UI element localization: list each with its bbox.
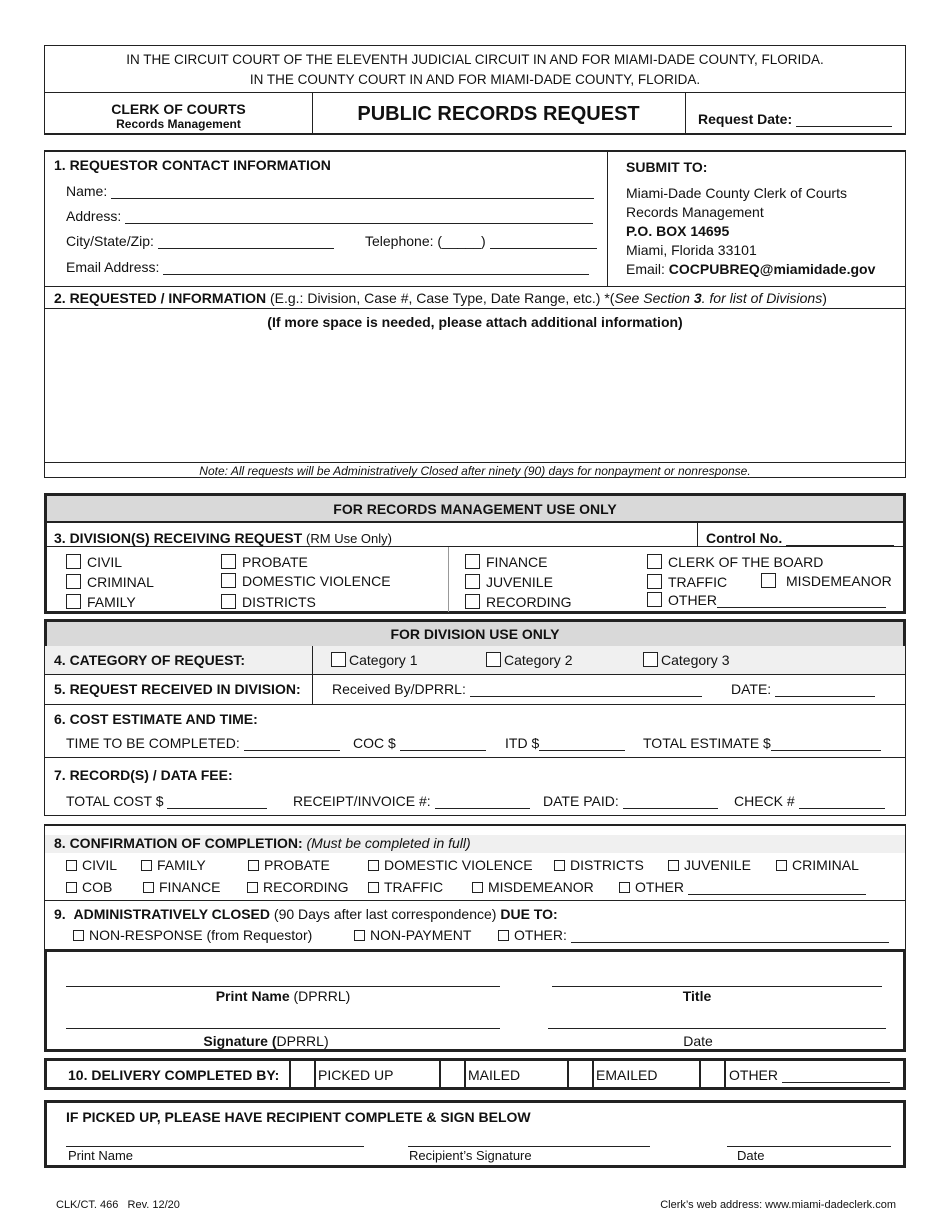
print-name-caption: Print Name (DPRRL) <box>215 988 351 1004</box>
delivery-mailed: MAILED <box>468 1067 521 1083</box>
checkbox-icon[interactable] <box>143 882 154 893</box>
submit-to-block <box>626 158 875 279</box>
date-paid-label: DATE PAID: <box>543 793 619 809</box>
request-date-field[interactable] <box>796 113 892 127</box>
section7-title: 7. RECORD(S) / DATA FEE: <box>54 767 233 783</box>
delivery-picked-up: PICKED UP <box>318 1067 394 1083</box>
division-recording[interactable]: RECORDING <box>465 594 572 610</box>
name-label: Name: <box>66 183 108 199</box>
city-state-zip-field[interactable] <box>158 235 334 249</box>
requested-information-area[interactable] <box>45 334 905 460</box>
date-paid-field[interactable] <box>623 795 718 809</box>
recipient-print-name-line[interactable] <box>66 1146 364 1147</box>
section3-subtitle: (RM Use Only) <box>306 531 392 546</box>
signature-date-line[interactable] <box>548 1028 886 1029</box>
received-by-field[interactable] <box>470 683 702 697</box>
checkbox-icon[interactable] <box>66 554 81 569</box>
confirm-domestic-violence[interactable]: DOMESTIC VIOLENCE <box>368 857 533 873</box>
more-space-note: (If more space is needed, please attach additional information) <box>267 314 683 330</box>
address-field[interactable] <box>125 210 593 224</box>
requestor-section <box>44 150 906 478</box>
clerk-of-courts-title: CLERK OF COURTS <box>111 101 246 117</box>
checkbox-icon[interactable] <box>66 574 81 589</box>
checkbox-icon[interactable] <box>66 594 81 609</box>
title-line[interactable] <box>552 986 882 987</box>
category-2[interactable]: Category 2 <box>486 652 572 668</box>
checkbox-icon[interactable] <box>668 860 679 871</box>
court-header-box <box>44 45 906 93</box>
section8-title: 8. CONFIRMATION OF COMPLETION: <box>54 835 303 851</box>
completion-section <box>44 824 906 951</box>
checkbox-icon[interactable] <box>647 554 662 569</box>
section9-title: ADMINISTRATIVELY CLOSED <box>73 906 271 922</box>
delivery-other: OTHER <box>729 1067 778 1083</box>
section10-title: 10. DELIVERY COMPLETED BY: <box>68 1067 280 1083</box>
time-to-complete-label: TIME TO BE COMPLETED: <box>66 735 240 751</box>
checkbox-icon[interactable] <box>247 882 258 893</box>
checkbox-icon[interactable] <box>221 573 236 588</box>
control-no-label: Control No. <box>706 530 783 546</box>
clerk-web-address: Clerk’s web address: www.miami-dadeclerk.com <box>660 1199 896 1211</box>
administrative-closure-note: Note: All requests will be Administratively Closed after ninety (90) days for nonpayment or nonresponse. <box>199 464 751 478</box>
submit-to-line1: Miami-Dade County Clerk of Courts <box>626 185 847 201</box>
confirm-misdemeanor[interactable]: MISDEMEANOR <box>472 879 594 895</box>
division-family[interactable]: FAMILY <box>66 594 136 610</box>
checkbox-icon[interactable] <box>221 554 236 569</box>
delivery-emailed: EMAILED <box>596 1067 658 1083</box>
section6-title: 6. COST ESTIMATE AND TIME: <box>54 711 258 727</box>
closed-other[interactable]: OTHER: <box>498 927 889 943</box>
check-number-field[interactable] <box>799 795 885 809</box>
submit-to-email: COCPUBREQ@miamidade.gov <box>668 261 876 277</box>
checkbox-icon[interactable] <box>141 860 152 871</box>
division-juvenile[interactable]: JUVENILE <box>465 574 553 590</box>
dprrl-signature-section <box>44 950 906 1052</box>
signature-line[interactable] <box>66 1028 500 1029</box>
checkbox-icon[interactable] <box>554 860 565 871</box>
checkbox-icon[interactable] <box>647 592 662 607</box>
signature-caption: Signature (DPRRL) <box>203 1033 329 1049</box>
coc-field[interactable] <box>400 737 486 751</box>
checkbox-icon[interactable] <box>248 860 259 871</box>
section2-title-row: 2. REQUESTED / INFORMATION (E.g.: Division, Case #, Case Type, Date Range, etc.) *(See Section 3. for list of Divisions) <box>54 290 827 306</box>
confirm-other[interactable]: OTHER <box>619 879 866 895</box>
title-bar <box>44 92 906 135</box>
submit-to-email-label: Email: <box>626 261 665 277</box>
total-cost-label: TOTAL COST $ <box>66 793 164 809</box>
court-line-1: IN THE CIRCUIT COURT OF THE ELEVENTH JUDICIAL CIRCUIT IN AND FOR MIAMI-DADE COUNTY, FLORIDA. <box>126 52 824 67</box>
check-number-label: CHECK # <box>734 793 795 809</box>
confirm-districts[interactable]: DISTRICTS <box>554 857 644 873</box>
confirm-recording[interactable]: RECORDING <box>247 879 349 895</box>
pickup-section <box>44 1100 906 1168</box>
name-field[interactable] <box>111 185 594 199</box>
confirm-probate[interactable]: PROBATE <box>248 857 330 873</box>
checkbox-icon[interactable] <box>643 652 658 667</box>
division-civil[interactable]: CIVIL <box>66 554 122 570</box>
delivery-other-field[interactable] <box>782 1069 890 1083</box>
section1-title: 1. REQUESTOR CONTACT INFORMATION <box>54 157 331 173</box>
division-use-section <box>44 619 906 646</box>
division-misdemeanor[interactable]: MISDEMEANOR <box>761 573 892 589</box>
request-date-label: Request Date: <box>698 111 793 127</box>
received-by-label: Received By/DPRRL: <box>332 681 466 697</box>
telephone-label: Telephone: (_____) <box>365 233 486 249</box>
itd-field[interactable] <box>539 737 625 751</box>
submit-to-po-box: P.O. BOX 14695 <box>626 223 730 239</box>
telephone-field[interactable] <box>490 235 597 249</box>
division-other[interactable]: OTHER <box>647 592 886 608</box>
checkbox-icon[interactable] <box>498 930 509 941</box>
confirm-finance[interactable]: FINANCE <box>143 879 220 895</box>
checkbox-icon[interactable] <box>331 652 346 667</box>
receipt-invoice-field[interactable] <box>435 795 530 809</box>
division-domestic-violence[interactable]: DOMESTIC VIOLENCE <box>221 573 391 589</box>
email-address-field[interactable] <box>163 261 589 275</box>
checkbox-icon[interactable] <box>354 930 365 941</box>
delivery-other-checkbox[interactable] <box>699 1058 726 1090</box>
section5-title: 5. REQUEST RECEIVED IN DIVISION: <box>54 681 301 697</box>
form-id: CLK/CT. 466 Rev. 12/20 <box>56 1199 180 1211</box>
submit-to-line2: Records Management <box>626 204 764 220</box>
division-use-only-title: FOR DIVISION USE ONLY <box>47 622 903 646</box>
checkbox-icon[interactable] <box>66 860 77 871</box>
recipient-signature-line[interactable] <box>408 1146 650 1147</box>
received-date-label: DATE: <box>731 681 772 697</box>
confirm-juvenile[interactable]: JUVENILE <box>668 857 751 873</box>
section8-note: (Must be completed in full) <box>306 835 471 851</box>
recipient-print-name-caption: Print Name <box>68 1148 134 1163</box>
pickup-title: IF PICKED UP, PLEASE HAVE RECIPIENT COMPLETE & SIGN BELOW <box>66 1109 531 1125</box>
recipient-date-line[interactable] <box>727 1146 891 1147</box>
division-finance[interactable]: FINANCE <box>465 554 547 570</box>
time-to-complete-field[interactable] <box>244 737 340 751</box>
records-management-section <box>44 493 906 614</box>
checkbox-icon[interactable] <box>368 882 379 893</box>
checkbox-icon[interactable] <box>761 573 776 588</box>
confirm-family[interactable]: FAMILY <box>141 857 206 873</box>
checkbox-icon[interactable] <box>66 882 77 893</box>
signature-date-caption: Date <box>683 1033 713 1049</box>
checkbox-icon[interactable] <box>647 574 662 589</box>
receipt-invoice-label: RECEIPT/INVOICE #: <box>293 793 431 809</box>
checkbox-icon[interactable] <box>776 860 787 871</box>
checkbox-icon[interactable] <box>486 652 501 667</box>
category-1[interactable]: Category 1 <box>331 652 417 668</box>
confirm-civil[interactable]: CIVIL <box>66 857 117 873</box>
section4-title: 4. CATEGORY OF REQUEST: <box>54 652 246 668</box>
email-address-label: Email Address: <box>66 259 160 275</box>
coc-label: COC $ <box>353 735 396 751</box>
checkbox-icon[interactable] <box>73 930 84 941</box>
delivery-mailed-checkbox[interactable] <box>439 1058 466 1090</box>
confirm-criminal[interactable]: CRIMINAL <box>776 857 859 873</box>
recipient-signature-caption: Recipient’s Signature <box>409 1148 532 1163</box>
checkbox-icon[interactable] <box>472 882 483 893</box>
form-title: PUBLIC RECORDS REQUEST <box>357 103 640 125</box>
checkbox-icon[interactable] <box>368 860 379 871</box>
delivery-section <box>44 1058 906 1090</box>
address-label: Address: <box>66 208 122 224</box>
submit-to-city: Miami, Florida 33101 <box>626 242 757 258</box>
total-cost-field[interactable] <box>167 795 267 809</box>
section9-title-row: 9. ADMINISTRATIVELY CLOSED (90 Days after last correspondence) DUE TO: <box>54 906 558 922</box>
section2-title: 2. REQUESTED / INFORMATION <box>54 290 267 306</box>
closed-other-field[interactable] <box>571 929 889 943</box>
confirm-cob[interactable]: COB <box>66 879 112 895</box>
court-line-2: IN THE COUNTY COURT IN AND FOR MIAMI-DADE COUNTY, FLORIDA. <box>249 72 701 87</box>
total-estimate-label: TOTAL ESTIMATE $ <box>643 735 771 751</box>
division-use-body <box>44 646 906 816</box>
received-date-field[interactable] <box>775 683 875 697</box>
control-no-field[interactable] <box>786 532 894 546</box>
confirm-traffic[interactable]: TRAFFIC <box>368 879 443 895</box>
division-clerk-of-the-board[interactable]: CLERK OF THE BOARD <box>647 554 823 570</box>
category-3[interactable]: Category 3 <box>643 652 729 668</box>
rm-use-only-title: FOR RECORDS MANAGEMENT USE ONLY <box>47 496 903 523</box>
recipient-date-caption: Date <box>737 1148 765 1163</box>
checkbox-icon[interactable] <box>221 594 236 609</box>
city-state-zip-label: City/State/Zip: <box>66 233 154 249</box>
checkbox-icon[interactable] <box>465 554 480 569</box>
checkbox-icon[interactable] <box>465 574 480 589</box>
print-name-line[interactable] <box>66 986 500 987</box>
delivery-picked-up-checkbox[interactable] <box>289 1058 316 1090</box>
records-management-subtitle: Records Management <box>116 117 241 131</box>
division-districts[interactable]: DISTRICTS <box>221 594 316 610</box>
section3-title: 3. DIVISION(S) RECEIVING REQUEST <box>54 530 303 546</box>
checkbox-icon[interactable] <box>465 594 480 609</box>
closed-non-response[interactable]: NON-RESPONSE (from Requestor) <box>73 927 312 943</box>
closed-non-payment[interactable]: NON-PAYMENT <box>354 927 471 943</box>
title-caption: Title <box>682 988 712 1004</box>
delivery-emailed-checkbox[interactable] <box>567 1058 594 1090</box>
division-other-field[interactable] <box>717 594 886 608</box>
checkbox-icon[interactable] <box>619 882 630 893</box>
division-probate[interactable]: PROBATE <box>221 554 308 570</box>
division-criminal[interactable]: CRIMINAL <box>66 574 154 590</box>
itd-label: ITD $ <box>505 735 540 751</box>
total-estimate-field[interactable] <box>771 737 881 751</box>
division-traffic[interactable]: TRAFFIC <box>647 574 727 590</box>
submit-to-title: SUBMIT TO: <box>626 159 708 175</box>
confirm-other-field[interactable] <box>688 881 866 895</box>
